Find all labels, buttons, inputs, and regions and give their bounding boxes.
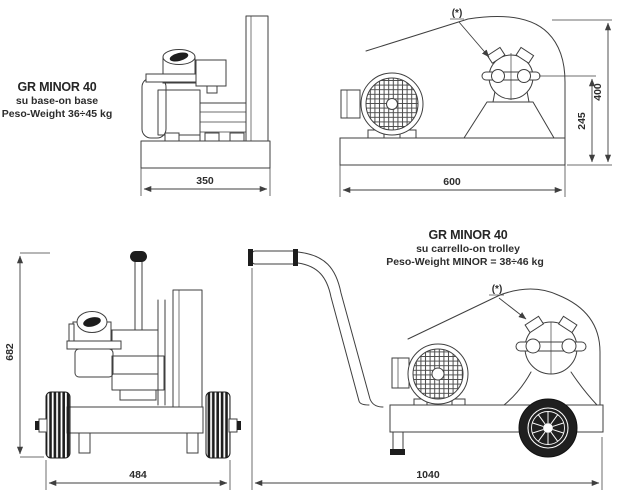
clamp-ear-left [492,70,505,83]
fan-hub [387,99,398,110]
clamp-ear-right [518,70,531,83]
note-star-trolley: (*) [491,284,503,295]
handle-tube-front [135,262,142,332]
motor-side-trolley [392,344,468,405]
trolley-weight-label: Peso-Weight MINOR = 38÷46 kg [386,256,544,268]
dim-400-label: 400 [592,83,604,101]
dim-245-label: 245 [576,112,588,130]
trolley-leg-side [393,432,403,451]
drive-housing [196,60,226,86]
view-trolley-front [4,251,241,490]
grip-cap-right [293,249,298,266]
clamp-ear-left-trolley [526,339,540,353]
clamp-band [146,74,204,82]
axle-hub-left [39,419,47,432]
wheel-side [519,399,577,457]
tire-tread-right [206,392,230,458]
base-subtitle: su base-on base [15,95,99,107]
wheel-front-left [35,392,70,458]
tire-tread-left [46,392,70,458]
note-callout-base [450,8,489,57]
handle-tube-outer [298,252,383,407]
axle-cap-right [237,421,241,430]
trolley-leg-right [187,433,198,453]
handle-tube-inner [298,263,369,405]
foot-right [230,133,244,141]
trolley-title: GR MINOR 40 [428,228,508,242]
note-arrow-trolley [499,298,526,319]
port-cap [69,324,74,341]
suction-cone [464,102,554,138]
trolley-label-block [386,228,544,268]
motor-front-housing [112,330,158,374]
dim-1040-label: 1040 [416,469,440,481]
base-weight-label: Peso-Weight 36÷45 kg [1,108,113,120]
clamp-band-trolley [67,341,121,349]
dim-600-label: 600 [443,176,461,188]
pump-body [142,78,166,138]
pump-body-trolley [75,349,113,377]
handle-cap [130,251,147,262]
base-title: GR MINOR 40 [17,80,97,94]
wheel-hub-side [544,424,553,433]
note-star-base: (*) [451,8,463,19]
axle-hub-right [229,419,237,432]
junction-box [341,90,360,118]
dim-484-label: 484 [129,469,147,481]
motor-side [341,73,423,138]
base-tray [340,138,565,165]
junction-box-trolley [392,358,409,388]
coupling [482,47,540,100]
trolley-leg-left [79,433,90,453]
trolley-bed-front [67,407,203,433]
note-arrow-base [459,22,489,57]
pump-casing-edge-trolley [173,290,202,407]
fan-hub-trolley [432,368,444,380]
foot-mid [205,133,219,141]
base-label-block [2,80,113,120]
dim-682-label: 682 [4,343,16,361]
axle-cap-left [35,421,39,430]
view-base-side [340,8,612,197]
base-plate [141,141,270,168]
trolley-foot-side [390,449,405,455]
wheel-front-right [206,392,241,458]
handle-grip [252,251,296,264]
view-trolley-side [248,249,603,490]
view-base-front [141,16,270,196]
dim-350-label: 350 [196,175,214,187]
pump-casing-edge [246,16,268,141]
motor-foot-block [120,390,156,400]
trolley-subtitle: su carrello-on trolley [416,243,520,255]
coupling-trolley [516,316,586,374]
foot-left [165,133,179,141]
clamp-ear-right-trolley [562,339,576,353]
drive-knob [207,86,217,93]
grip-cap-left [248,249,253,266]
